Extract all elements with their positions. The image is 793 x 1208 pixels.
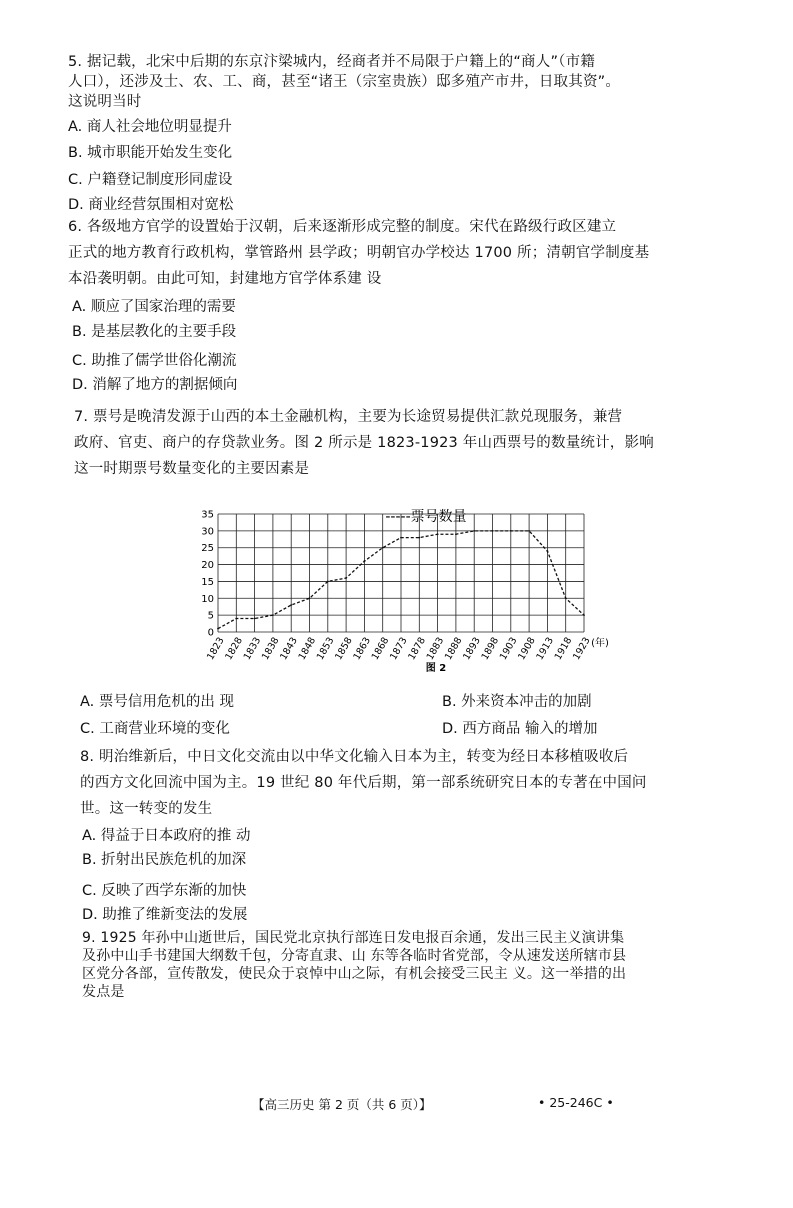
data-point [510,530,512,532]
x-tick-label: 1883 [424,635,447,662]
q9-line-1: 9. 1925 年孙中山逝世后，国民党北京执行部连日发电报百余通，发出三民主义演讲集 [82,930,625,946]
data-point [364,560,366,562]
q6-option-a: A. 顺应了国家治理的需要 [72,299,236,315]
q7-option-a: A. 票号信用危机的出 现 [80,694,234,710]
x-tick-label: 1868 [369,635,392,662]
x-tick-label: 1863 [351,635,374,662]
q8-option-d: D. 助推了维新变法的发展 [82,907,248,923]
q8-option-a: A. 得益于日本政府的推 动 [82,828,251,844]
data-point [565,597,567,599]
x-tick-label: 1828 [223,635,245,662]
q7-line-3: 这一时期票号数量变化的主要因素是 [74,461,310,477]
x-tick-label: 1838 [259,635,282,662]
q6-line-3: 本沿袭明朝。由此可知，封建地方官学体系建 设 [68,271,382,287]
x-tick-label: 1908 [516,635,538,662]
data-point [418,537,420,539]
data-point [547,550,549,552]
x-tick-label: 1903 [497,635,520,662]
x-tick-label: 1833 [241,635,264,662]
q5-line-3: 这说明当时 [68,94,142,110]
x-axis-label: (年) [591,638,609,649]
q5-option-b: B. 城市职能开始发生变化 [68,145,233,161]
x-tick-label: 1823 [205,635,227,662]
q7-line-2: 政府、官吏、商户的存贷款业务。图 2 所示是 1823-1923 年山西票号的数量统计，影响 [74,435,654,451]
x-tick-label: 1873 [388,635,410,662]
q8-option-c: C. 反映了西学东渐的加快 [82,883,247,899]
y-tick-label: 25 [201,543,214,555]
x-tick-label: 1843 [278,635,300,662]
data-point [492,530,494,532]
q5-option-d: D. 商业经营氛围相对宽松 [68,197,234,213]
q7-line-1: 7. 票号是晚清发源于山西的本土金融机构，主要为长途贸易提供汇款兑现服务，兼营 [74,409,623,425]
data-point [235,618,237,620]
chart-title: -----票号数量 [385,509,467,525]
q6-line-2: 正式的地方教育行政机构，掌管路州 县学政；明朝官办学校达 1700 所；清朝官学制度基 [68,245,650,261]
data-point [217,628,219,630]
q6-option-c: C. 助推了儒学世俗化潮流 [72,353,237,369]
data-point [455,533,457,535]
q7-option-c: C. 工商营业环境的变化 [80,721,230,737]
y-tick-label: 0 [207,627,214,639]
y-tick-label: 10 [201,593,214,605]
x-tick-label: 1898 [479,635,502,662]
y-tick-label: 15 [201,576,214,588]
q8-line-3: 世。这一转变的发生 [80,801,213,817]
y-tick-label: 30 [201,526,214,538]
q5-line-2: 人口），还涉及士、农、工、商，甚至“诸王（宗室贵族）邸多殖产市井，日取其资”。 [68,74,621,90]
y-tick-label: 35 [201,509,214,521]
x-tick-label: 1918 [552,635,575,662]
ticket-count-chart [196,508,616,678]
q6-line-1: 6. 各级地方官学的设置始于汉朝，后来逐渐形成完整的制度。宋代在路级行政区建立 [68,219,617,235]
data-point [400,537,402,539]
x-tick-label: 1888 [442,635,465,662]
page-footer-right: • 25-246C • [538,1095,614,1110]
q6-option-d: D. 消解了地方的割据倾向 [72,377,238,393]
q8-line-1: 8. 明治维新后，中日文化交流由以中华文化输入日本为主，转变为经日本移植吸收后 [80,749,629,765]
q7-option-b: B. 外来资本冲击的加剧 [442,694,592,710]
x-tick-label: 1858 [333,635,355,662]
q5-option-c: C. 户籍登记制度形同虚设 [68,172,233,188]
q8-option-b: B. 折射出民族危机的加深 [82,852,247,868]
data-point [345,577,347,579]
data-point [583,614,585,616]
chart-caption: 图 2 [425,663,447,674]
q8-line-2: 的西方文化回流中国为主。19 世纪 80 年代后期，第一部系统研究日本的专著在中国问 [80,775,647,791]
data-point [254,618,256,620]
data-point [327,581,329,583]
y-tick-label: 20 [201,560,214,572]
x-tick-label: 1848 [296,635,319,662]
y-tick-label: 5 [207,610,214,622]
q5-line-1: 5. 据记载，北宋中后期的东京汴梁城内，经商者并不局限于户籍上的“商人”（市籍 [68,54,596,70]
data-point [382,547,384,549]
data-point [528,530,530,532]
x-tick-label: 1853 [314,635,337,662]
x-tick-label: 1913 [534,635,557,662]
q7-option-d: D. 西方商品 输入的增加 [442,721,598,737]
data-point [473,530,475,532]
x-tick-label: 1893 [461,635,483,662]
q9-line-2: 及孙中山手书建国大纲数千包，分寄直隶、山 东等各临时省党部，令从速发送所辖市县 [82,948,627,964]
data-point [290,604,292,606]
data-point [437,533,439,535]
page-footer-left: 【高三历史 第 2 页（共 6 页）】 [252,1097,432,1112]
q9-line-3: 区党分各部，宣传散发，使民众于哀悼中山之际，有机会接受三民主 义。这一举措的出 [82,966,627,982]
q5-option-a: A. 商人社会地位明显提升 [68,119,232,135]
data-point [309,597,311,599]
x-tick-label: 1923 [571,635,593,662]
data-point [272,614,274,616]
q6-option-b: B. 是基层教化的主要手段 [72,324,237,340]
q9-line-4: 发点是 [82,984,125,1000]
x-tick-label: 1878 [406,635,428,662]
